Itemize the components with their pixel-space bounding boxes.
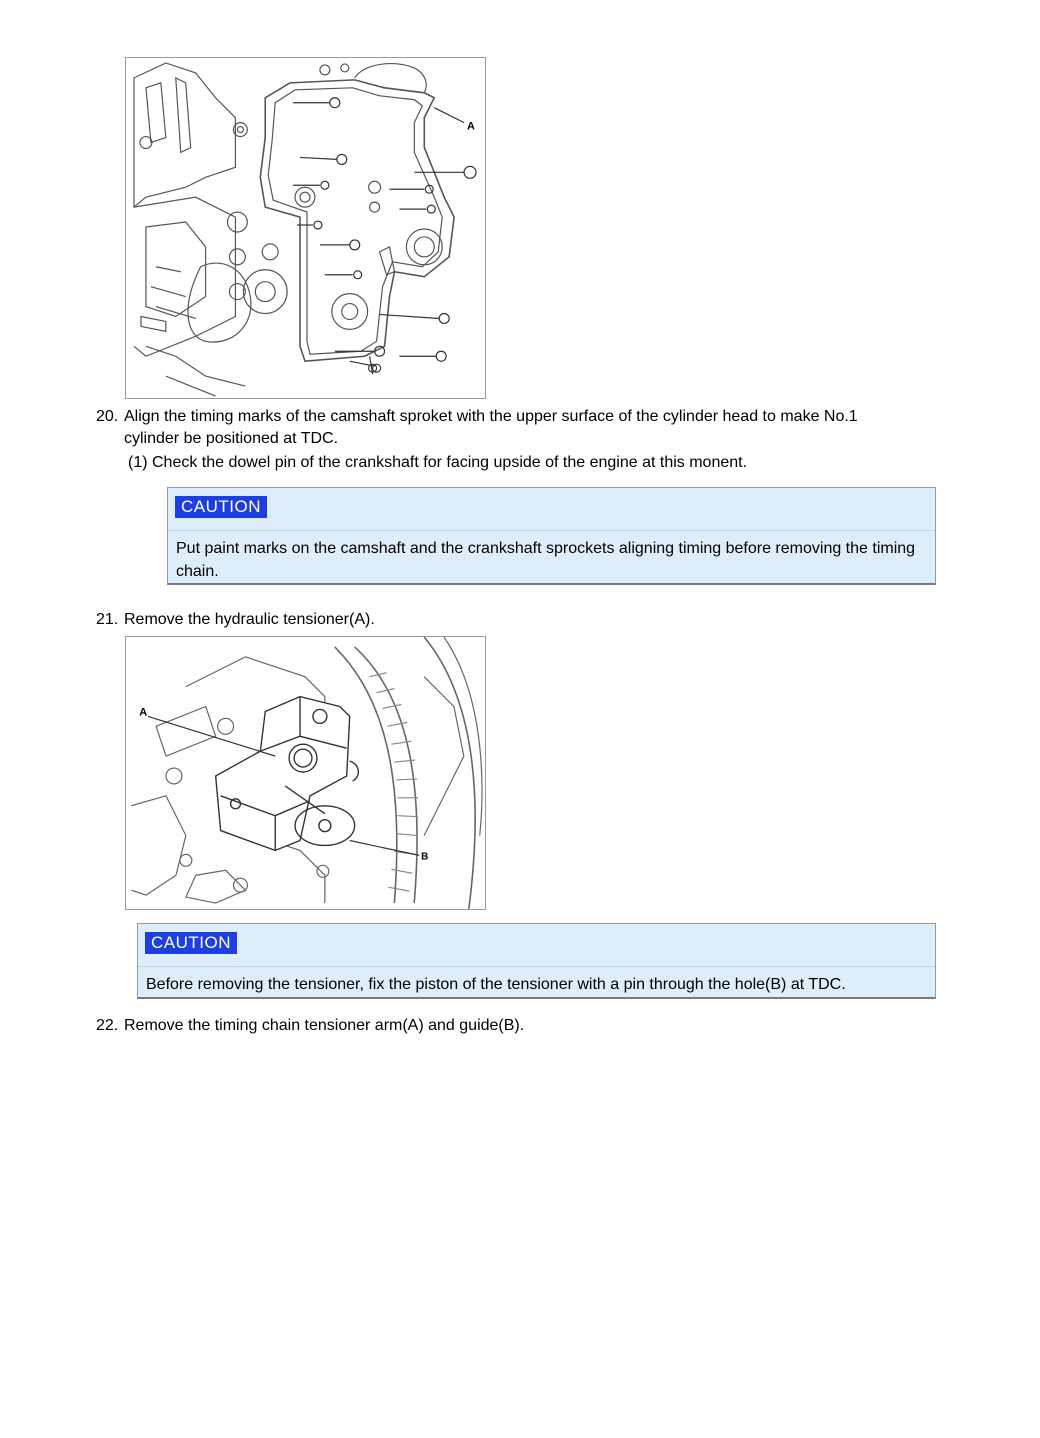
step-20-number: 20.: [96, 408, 119, 425]
caution-badge: CAUTION: [145, 932, 237, 954]
step-20-line2: cylinder be positioned at TDC.: [124, 430, 339, 447]
step-20-line1: Align the timing marks of the camshaft sproket with the upper surface of the cylinder head to make No.1: [124, 408, 858, 425]
caution-box-2: [137, 923, 936, 999]
step-20-substep: (1) Check the dowel pin of the crankshaft for facing upside of the engine at this monent.: [128, 454, 748, 471]
step-21-text: Remove the hydraulic tensioner(A).: [124, 611, 375, 628]
step-22-text: Remove the timing chain tensioner arm(A) and guide(B).: [124, 1017, 525, 1034]
caution-header: [168, 488, 935, 531]
caution-box-1: [167, 487, 936, 585]
caution-text: Put paint marks on the camshaft and the crankshaft sprockets aligning timing before removing the timing chain.: [176, 540, 916, 580]
figure2-label-b: B: [421, 851, 429, 863]
step-22: [96, 1015, 524, 1037]
caution-header: [138, 924, 935, 967]
step-22-number: 22.: [96, 1017, 119, 1034]
step-21-number: 21.: [96, 611, 119, 628]
figure2-label-a: A: [139, 706, 148, 719]
caution-badge: CAUTION: [175, 496, 267, 518]
timing-cover-drawing: [126, 58, 485, 398]
step-20: [96, 406, 858, 450]
tensioner-drawing: [126, 637, 485, 909]
caution-text: Before removing the tensioner, fix the piston of the tensioner with a pin through the hole(B) at TDC.: [146, 976, 846, 993]
step-21: [96, 609, 375, 631]
hydraulic-tensioner-illustration: [125, 636, 486, 910]
timing-cover-illustration: [125, 57, 486, 399]
figure1-label-a: A: [467, 120, 475, 133]
